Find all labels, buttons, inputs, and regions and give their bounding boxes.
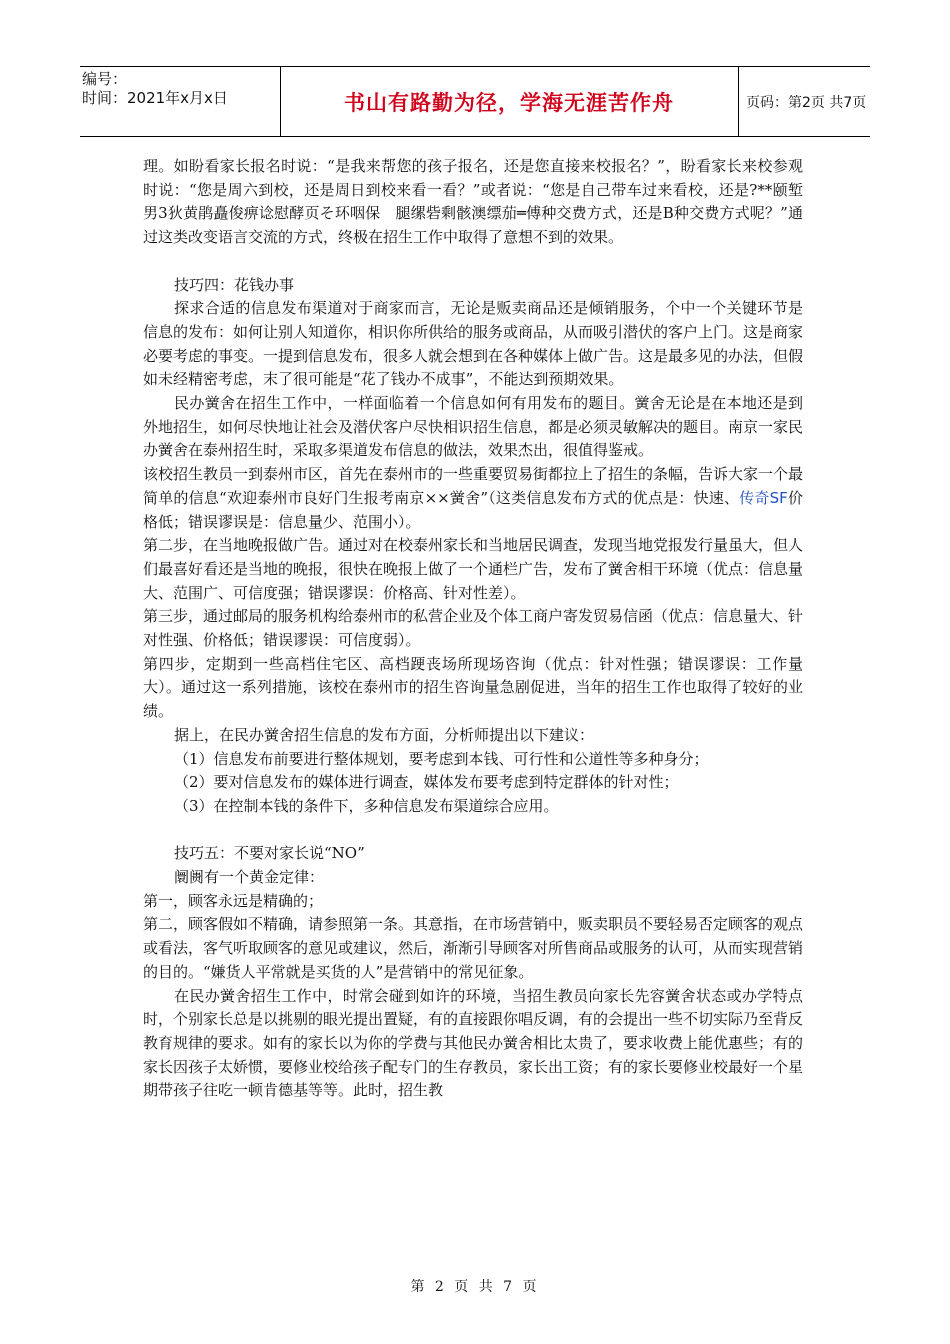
list-item: （2）要对信息发布的媒体进行调查，媒体发布要考虑到特定群体的针对性； [174, 773, 679, 792]
document-body [143, 155, 803, 1103]
paragraph [143, 463, 803, 534]
list-item: （3）在控制本钱的条件下，多种信息发布渠道综合应用。 [174, 796, 559, 815]
section-heading: 技巧四：花钱办事 [174, 275, 295, 294]
paragraph: 第四步，定期到一些高档住宅区、高档𨁈丧场所现场咨询（优点：针对性强；错误谬误：工作量大）。通过这一系列措施，该校在泰州市的招生咨询量急剧促进，当年的招生工作也取得了较好的业绩。 [143, 654, 803, 721]
paragraph: 第二步，在当地晚报做广告。通过对在校泰州家长和当地居民调查，发现当地党报发行量虽大，但人们最喜好看还是当地的晚报，很快在晚报上做了一个通栏广告，发布了黉舍相干环境（优点：信息量大、范围广、可信度强；错误谬误：价格高、针对性差）。 [143, 536, 804, 602]
paragraph-text: 价格低；错误谬误是：信息量少、范围小）。 [143, 488, 803, 531]
header-divider [738, 67, 739, 136]
paragraph: 探求合适的信息发布渠道对于商家而言，无论是贩卖商品还是倾销服务，个中一个关键环节是信息的发布：如何让别人知道你，相识你所供给的服务或商品，从而吸引潜伏的客户上门。这是商家必要考虑的事变。一提到信息发布，很多人就会想到在各种媒体上做广告。这是最多见的办法，但假如未经精密考虑，末了很可能是“花了钱办不成事”，不能达到预期效果。 [143, 299, 804, 389]
inline-link[interactable]: 传奇SF [739, 488, 788, 507]
section-heading: 技巧五：不要对家长说“NO” [174, 844, 365, 863]
paragraph-text: 该校招生教员一到泰州市区，首先在泰州市的一些重要贸易街都拉上了招生的条幅，告诉大家一个最简单的信息“欢迎泰州市良好门生报考南京××黉舍”（这类信息发布方式的优点是：快速、 [143, 465, 804, 507]
paragraph: 理。如盼看家长报名时说：“是我来帮您的孩子报名，还是您直接来校报名？”，盼看家长来校参观时说：“您是周六到校，还是周日到校来看一看？”或者说：“您是自己带车过来看校，还是?**颐堑男3狄黄鹃矗俊痹谂慰酵页そ环咽保 腿缧砦剩骸澳缥茄═傅种交费方式，还是B种交费方式呢？”通过这类改变语言交流的方式，终极在招生工作中取得了意想不到的效果。 [143, 157, 803, 247]
header-motto: 书山有路勤为径，学海无涯苦作舟 [344, 90, 674, 115]
paragraph: 第三步，通过邮局的服务机构给泰州市的私营企业及个体工商户寄发贸易信函（优点：信息量大、针对性强、价格低；错误谬误：可信度弱）。 [143, 607, 804, 650]
list-item: （1）信息发布前要进行整体规划，要考虑到本钱、可行性和公道性等多种身分； [174, 749, 709, 768]
page-footer: 第 2 页 共 7 页 [410, 1279, 540, 1295]
page-header [80, 66, 870, 137]
paragraph: 第一，顾客永远是精确的； [143, 891, 324, 910]
paragraph: 第二，顾客假如不精确，请参照第一条。其意指，在市场营销中，贩卖职员不要轻易否定顾客的观点或看法，客气听取顾客的意见或建议，然后，渐渐引导顾客对所售商品或服务的认可，从而实现营销的目的。“嫌货人平常就是买货的人”是营销中的常见征象。 [143, 915, 804, 981]
doc-number-label: 编号： [82, 70, 128, 88]
paragraph: 民办黉舍在招生工作中，一样面临着一个信息如何有用发布的题目。黉舍无论是在本地还是到外地招生，如何尽快地让社会及潜伏客户尽快相识招生信息，都是必须灵敏解决的题目。南京一家民办黉舍在泰州招生时，采取多渠道发布信息的做法，效果杰出，很值得鉴戒。 [143, 394, 804, 460]
paragraph: 据上，在民办黉舍招生信息的发布方面，分析师提出以下建议： [174, 725, 595, 744]
header-page-number: 页码：第2页 共7页 [746, 94, 867, 111]
paragraph: 阛阓有一个黄金定律： [174, 868, 325, 887]
header-meta [80, 67, 280, 136]
date-label: 时间：2021年x月x日 [82, 89, 228, 107]
paragraph: 在民办黉舍招生工作中，时常会碰到如许的环境，当招生教员向家长先容黉舍状态或办学特点时，个别家长总是以挑剔的眼光提出置疑，有的直接跟你唱反调，有的会提出一些不切实际乃至背反教育规律的要求。如有的家长以为你的学费与其他民办黉舍相比太贵了，要求收费上能优惠些；有的家长因孩子太娇惯，要修业校给孩子配专门的生存教员，家长出工资；有的家长要修业校最好一个星期带孩子往吃一顿肯德基等等。此时，招生教 [143, 986, 804, 1100]
